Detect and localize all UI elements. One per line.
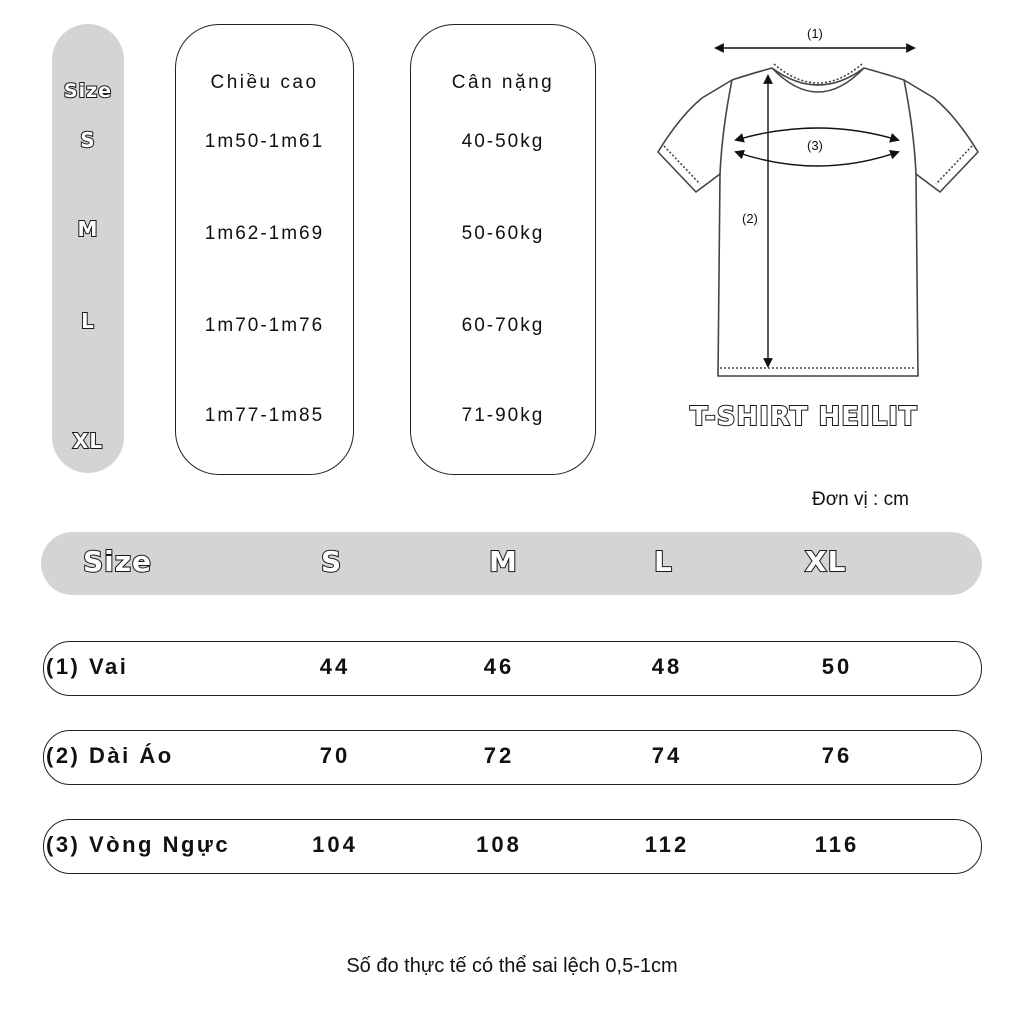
row-value: 46	[483, 654, 515, 679]
table-row	[43, 819, 982, 874]
height-value-xl: 1m77-1m85	[204, 405, 325, 426]
height-value-s: 1m50-1m61	[204, 131, 325, 152]
row-value: 74	[651, 743, 683, 768]
height-value-l: 1m70-1m76	[204, 315, 325, 336]
height-header: Chiều cao	[210, 72, 319, 93]
row-label-length: (2) Dài Áo	[46, 743, 174, 768]
shoulder-label: (1)	[807, 26, 823, 41]
row-label-chest: (3) Vòng Ngực	[46, 832, 231, 857]
table-header	[41, 532, 982, 595]
row-value: 76	[821, 743, 853, 768]
weight-column	[410, 24, 596, 475]
size-m-label: M	[77, 217, 99, 241]
weight-value-l: 60-70kg	[461, 315, 545, 336]
table-size-header: Size	[83, 545, 153, 578]
size-s-label: S	[80, 128, 96, 152]
row-value: 72	[483, 743, 515, 768]
row-value: 70	[319, 743, 351, 768]
weight-value-xl: 71-90kg	[461, 405, 545, 426]
weight-value-s: 40-50kg	[461, 131, 545, 152]
row-value: 112	[644, 832, 690, 857]
chest-label: (3)	[807, 138, 823, 153]
row-value: 48	[651, 654, 683, 679]
table-size-m: M	[489, 545, 518, 578]
height-value-m: 1m62-1m69	[204, 223, 325, 244]
row-value: 116	[814, 832, 860, 857]
table-size-s: S	[321, 545, 343, 578]
unit-note: Đơn vị : cm	[812, 489, 909, 510]
size-xl-label: XL	[72, 429, 104, 453]
tshirt-measurement-diagram	[640, 20, 980, 390]
weight-header: Cân nặng	[451, 72, 555, 93]
size-column	[52, 24, 124, 473]
row-value: 50	[821, 654, 853, 679]
footnote: Số đo thực tế có thể sai lệch 0,5-1cm	[346, 955, 678, 977]
table-size-xl: XL	[805, 545, 847, 578]
weight-value-m: 50-60kg	[461, 223, 545, 244]
table-row	[43, 730, 982, 785]
row-value: 108	[476, 832, 522, 857]
length-label: (2)	[742, 211, 758, 226]
size-l-label: L	[81, 309, 95, 333]
tshirt-title: T-SHIRT HEILIT	[690, 402, 918, 432]
row-label-shoulder: (1) Vai	[46, 654, 129, 679]
row-value: 104	[312, 832, 358, 857]
row-value: 44	[319, 654, 351, 679]
table-row	[43, 641, 982, 696]
height-column	[175, 24, 354, 475]
tshirt-icon	[658, 64, 978, 376]
size-header: Size	[63, 80, 113, 102]
table-size-l: L	[654, 545, 673, 578]
